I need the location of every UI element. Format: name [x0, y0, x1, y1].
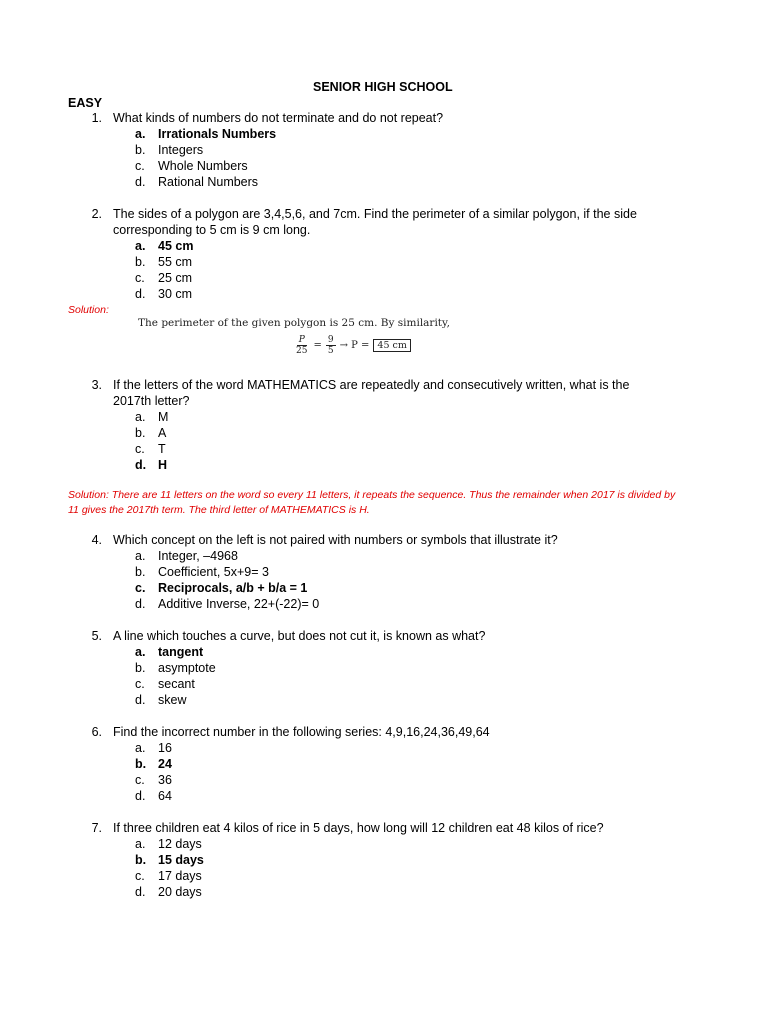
option-text: 30 cm — [158, 287, 193, 301]
answer-option-text: 45 cm — [158, 239, 194, 253]
option-text: Whole Numbers — [158, 159, 248, 173]
question-number: 1. — [91, 111, 102, 125]
section-heading: EASY — [68, 96, 103, 110]
option-letter: c. — [135, 442, 145, 456]
fraction-p-over-25: $\frac{P}{25}$ — [296, 335, 308, 356]
option-letter: b. — [135, 255, 146, 269]
question-text: If three children eat 4 kilos of rice in 5 days, how long will 12 children eat 48 kilos of rice? — [113, 821, 604, 835]
solution-text: The perimeter of the given polygon is 25 cm. By similarity, — [138, 317, 450, 329]
option-letter: d. — [135, 458, 147, 472]
question-text: Find the incorrect number in the following series: 4,9,16,24,36,49,64 — [113, 725, 490, 739]
option-letter: c. — [135, 581, 146, 595]
option-letter: c. — [135, 677, 145, 691]
option-text: 20 days — [158, 885, 202, 899]
page-title: SENIOR HIGH SCHOOL — [313, 80, 453, 94]
option-text: Additive Inverse, 22+(-22)= 0 — [158, 597, 320, 611]
option-letter: b. — [135, 565, 146, 579]
option-letter: a. — [135, 549, 146, 563]
question-number: 4. — [91, 533, 102, 547]
option-letter: b. — [135, 661, 146, 675]
answer-option-text: H — [158, 458, 168, 472]
option-text: 36 — [158, 773, 172, 787]
option-text: T — [158, 442, 166, 456]
answer-option-text: Irrationals Numbers — [158, 127, 277, 141]
option-text: Integers — [158, 143, 204, 157]
option-letter: b. — [135, 426, 146, 440]
answer-option-text: 24 — [158, 757, 172, 771]
question-text: Which concept on the left is not paired with numbers or symbols that illustrate it? — [113, 533, 558, 547]
similarity-formula: $\frac{P}{25}$ = $\frac{9}{5}$ → P = 45 cm — [294, 335, 411, 356]
question-text: What kinds of numbers do not terminate and do not repeat? — [113, 111, 444, 125]
option-letter: d. — [135, 693, 146, 707]
option-letter: d. — [135, 885, 146, 899]
option-text: Coefficient, 5x+9= 3 — [158, 565, 269, 579]
question-text: 2017th letter? — [113, 394, 190, 408]
question-number: 7. — [91, 821, 102, 835]
boxed-answer: 45 cm — [373, 339, 410, 352]
option-letter: b. — [135, 143, 146, 157]
question-text: corresponding to 5 cm is 9 cm long. — [113, 223, 311, 237]
question-text: A line which touches a curve, but does not cut it, is known as what? — [113, 629, 486, 643]
question-number: 3. — [91, 378, 102, 392]
question-number: 5. — [91, 629, 102, 643]
question-text: If the letters of the word MATHEMATICS are repeatedly and consecutively written, what is the — [113, 378, 630, 392]
option-text: 55 cm — [158, 255, 193, 269]
question-text: The sides of a polygon are 3,4,5,6, and 7cm. Find the perimeter of a similar polygon, if the side — [113, 207, 637, 221]
option-text: 16 — [158, 741, 172, 755]
question-number: 2. — [91, 207, 102, 221]
option-letter: a. — [135, 239, 146, 253]
answer-option-text: tangent — [158, 645, 204, 659]
option-letter: a. — [135, 837, 146, 851]
option-text: Rational Numbers — [158, 175, 259, 189]
fraction-9-over-5: $\frac{9}{5}$ — [327, 335, 334, 356]
option-letter: a. — [135, 410, 146, 424]
option-text: 12 days — [158, 837, 202, 851]
option-letter: c. — [135, 159, 145, 173]
option-letter: d. — [135, 597, 146, 611]
option-text: asymptote — [158, 661, 216, 675]
answer-option-text: 15 days — [158, 853, 204, 867]
solution-paragraph: Solution: There are 11 letters on the word so every 11 letters, it repeats the sequence. Thus the remainder when 2017 is divided by 11 gives the 2017th term. The third letter of MATHEMATICS is H. — [68, 489, 676, 516]
option-letter: b. — [135, 757, 147, 771]
option-text: skew — [158, 693, 187, 707]
option-text: 25 cm — [158, 271, 193, 285]
solution-label: Solution: — [68, 304, 109, 316]
option-text: M — [158, 410, 169, 424]
option-letter: d. — [135, 287, 146, 301]
option-letter: c. — [135, 773, 145, 787]
option-letter: a. — [135, 645, 146, 659]
option-text: A — [158, 426, 167, 440]
question-number: 6. — [91, 725, 102, 739]
option-text: 64 — [158, 789, 172, 803]
option-text: 17 days — [158, 869, 202, 883]
option-letter: d. — [135, 789, 146, 803]
option-letter: d. — [135, 175, 146, 189]
option-text: Integer, –4968 — [158, 549, 238, 563]
option-letter: c. — [135, 869, 145, 883]
option-letter: b. — [135, 853, 147, 867]
option-text: secant — [158, 677, 195, 691]
answer-option-text: Reciprocals, a/b + b/a = 1 — [158, 581, 308, 595]
option-letter: c. — [135, 271, 145, 285]
option-letter: a. — [135, 127, 146, 141]
option-letter: a. — [135, 741, 146, 755]
